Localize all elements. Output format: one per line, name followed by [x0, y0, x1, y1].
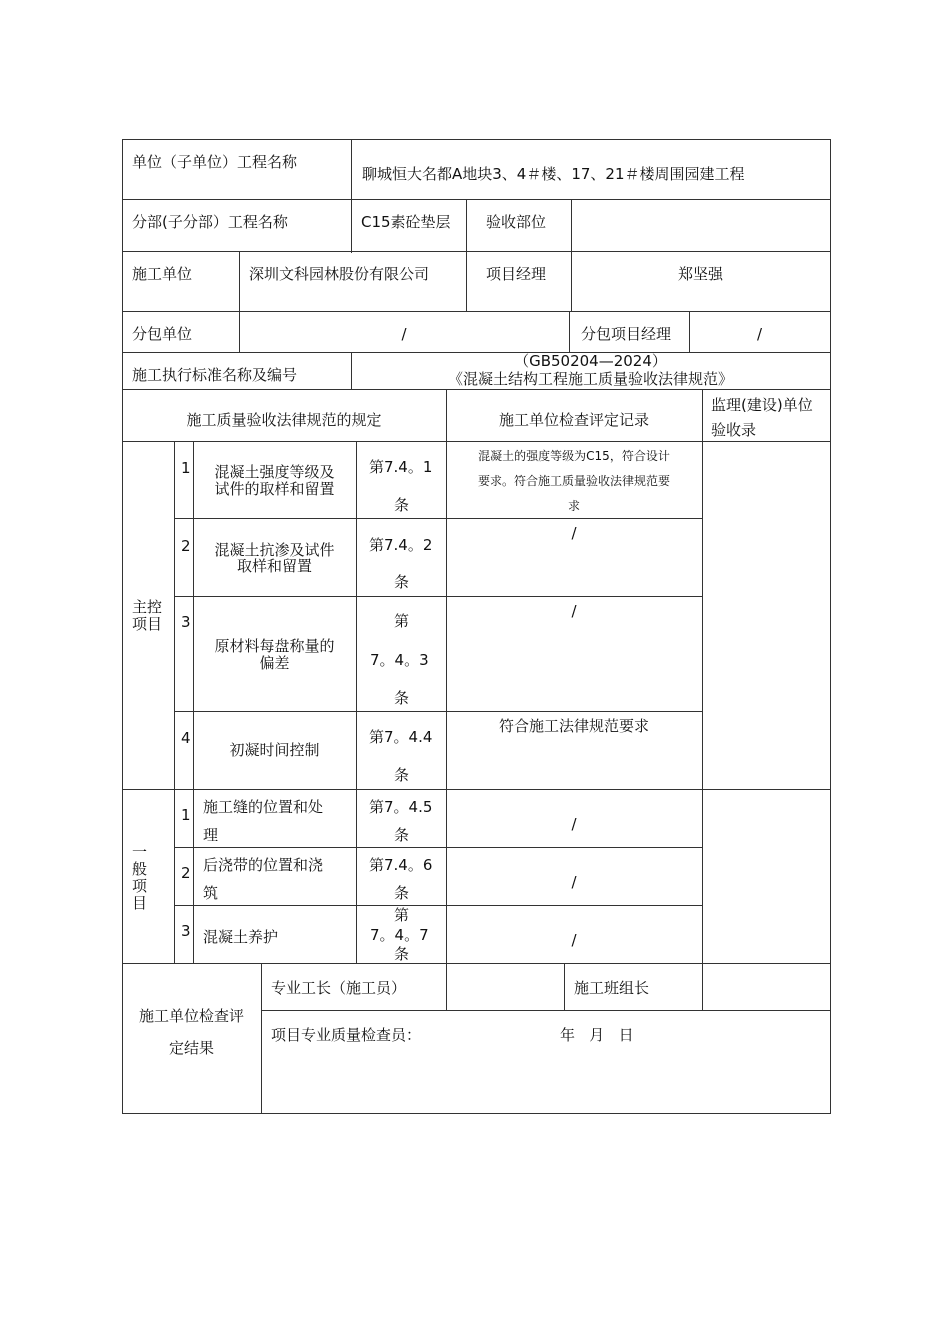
- item-name-line1: 混凝土强度等级及: [214, 463, 335, 481]
- item-record-line3: 求: [567, 499, 580, 513]
- item-number: 1: [181, 459, 191, 477]
- item-clause-line1: 第7.4。2: [369, 536, 433, 554]
- result-label-line1: 施工单位检查评: [138, 1007, 244, 1025]
- item-clause-line1: 第7.4。1: [369, 458, 433, 476]
- item-clause-line2: 条: [394, 496, 410, 514]
- contractor-label: 施工单位: [132, 265, 193, 283]
- general-items-label-char: 一: [132, 843, 148, 861]
- acceptance-part-label: 验收部位: [486, 213, 547, 231]
- quality-inspector-label: 项目专业质量检查员：: [271, 1026, 422, 1044]
- spec-header: 施工质量验收法律规范的规定: [186, 411, 382, 429]
- item-record: /: [571, 815, 577, 833]
- item-clause-line1: 第7.4。6: [369, 856, 433, 874]
- item-clause-line2: 7。4。3: [370, 651, 429, 669]
- sub-project-value: C15素砼垫层: [361, 213, 451, 231]
- item-number: 1: [181, 806, 191, 824]
- general-items-label-char: 般: [132, 860, 148, 878]
- project-manager-value: 郑坚强: [677, 265, 723, 283]
- item-clause-line2: 7。4。7: [370, 926, 429, 944]
- general-items-label-char: 项: [132, 877, 148, 895]
- item-number: 3: [181, 922, 191, 940]
- item-record-line2: 要求。符合施工质量验收法律规范要: [477, 474, 670, 488]
- standard-label: 施工执行标准名称及编号: [132, 366, 298, 384]
- unit-project-label: 单位（子单位）工程名称: [132, 153, 298, 171]
- standard-code: （GB50204—2024）: [514, 352, 667, 370]
- general-items-label-char: 目: [132, 894, 148, 912]
- item-name: 初凝时间控制: [229, 741, 320, 759]
- item-number: 4: [181, 729, 191, 747]
- item-clause-line1: 第: [394, 612, 410, 630]
- main-items-label-line1: 主控: [132, 598, 163, 616]
- item-clause-line1: 第: [394, 906, 410, 924]
- item-name: 混凝土养护: [203, 928, 279, 946]
- item-name-line1: 施工缝的位置和处: [203, 798, 324, 816]
- item-clause-line3: 条: [394, 945, 410, 963]
- item-clause-line2: 条: [394, 826, 410, 844]
- supervisor-header-line2: 验收录: [711, 421, 757, 439]
- item-record: /: [571, 873, 577, 891]
- date-label: 年 月 日: [560, 1026, 634, 1044]
- foreman-label: 专业工长（施工员）: [271, 979, 407, 997]
- sub-project-label: 分部(子分部）工程名称: [132, 213, 288, 231]
- item-name-line2: 取样和留置: [236, 557, 312, 575]
- item-clause-line2: 条: [394, 573, 410, 591]
- item-clause-line2: 条: [394, 884, 410, 902]
- sub-pm-value: /: [756, 325, 763, 343]
- item-name-line2: 筑: [203, 884, 219, 902]
- item-name-line1: 后浇带的位置和浇: [203, 856, 324, 874]
- item-name-line2: 理: [203, 826, 219, 844]
- item-number: 2: [181, 864, 191, 882]
- item-record: /: [571, 931, 577, 949]
- item-name-line1: 原材料每盘称量的: [214, 637, 335, 655]
- contractor-value: 深圳文科园林股份有限公司: [249, 265, 430, 283]
- subcontractor-label: 分包单位: [132, 325, 193, 343]
- record-header: 施工单位检查评定记录: [498, 411, 649, 429]
- sub-pm-label: 分包项目经理: [581, 325, 672, 343]
- item-record: /: [571, 524, 577, 542]
- subcontractor-value: /: [401, 325, 407, 343]
- item-number: 2: [181, 537, 191, 555]
- item-clause-line1: 第7。4.5: [369, 798, 433, 816]
- item-record-line1: 混凝土的强度等级为C15，符合设计: [478, 449, 670, 463]
- team-leader-label: 施工班组长: [574, 979, 650, 997]
- item-name-line2: 偏差: [259, 654, 290, 672]
- item-clause-line1: 第7。4.4: [369, 728, 433, 746]
- item-name-line1: 混凝土抗渗及试件: [214, 541, 335, 559]
- result-label-line2: 定结果: [168, 1039, 214, 1057]
- item-clause-line2: 条: [394, 766, 410, 784]
- item-number: 3: [181, 613, 191, 631]
- project-manager-label: 项目经理: [486, 265, 547, 283]
- item-name-line2: 试件的取样和留置: [214, 480, 335, 498]
- unit-project-value: 聊城恒大名都A地块3、4＃楼、17、21＃楼周围园建工程: [362, 165, 745, 183]
- item-record: 符合施工法律规范要求: [498, 717, 649, 735]
- standard-name: 《混凝土结构工程施工质量验收法律规范》: [447, 370, 733, 388]
- item-record: /: [571, 602, 577, 620]
- item-clause-line3: 条: [394, 689, 410, 707]
- supervisor-header-line1: 监理(建设)单位: [711, 396, 813, 414]
- main-items-label-line2: 项目: [132, 615, 163, 633]
